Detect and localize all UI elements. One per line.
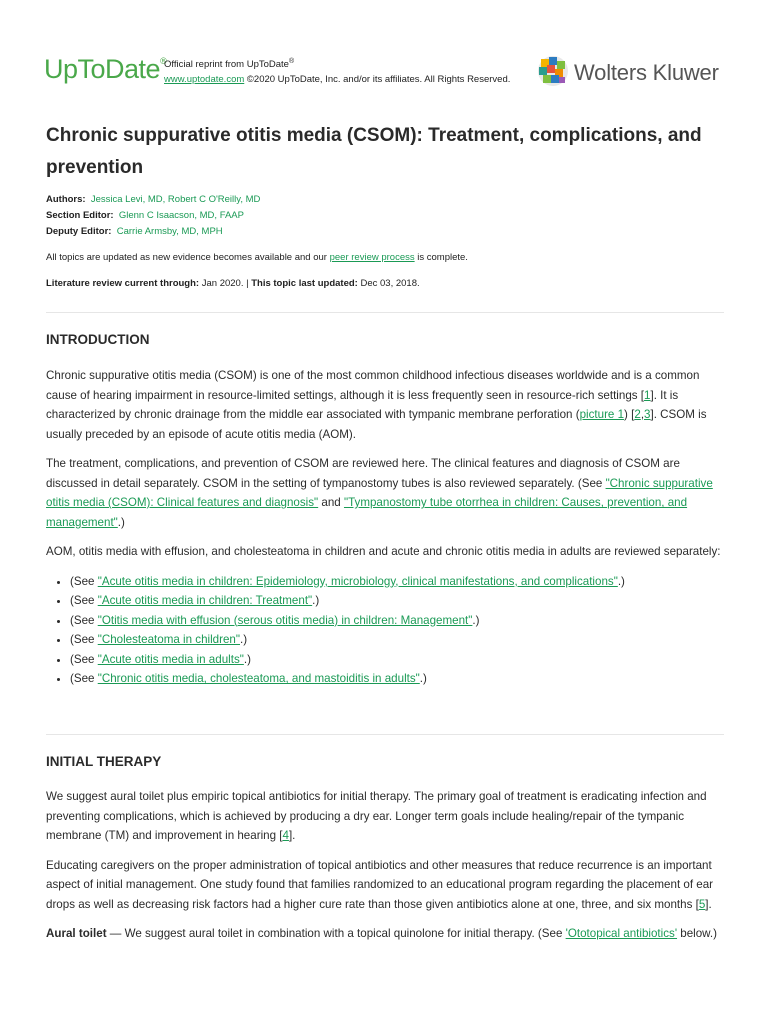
literature-review-row: Literature review current through: Jan 2020. | This topic last updated: Dec 03, 2018. — [46, 278, 420, 289]
divider — [46, 734, 724, 735]
deputy-editor-row: Deputy Editor: Carrie Armsby, MD, MPH — [46, 226, 223, 237]
reprint-line2: www.uptodate.com ©2020 UpToDate, Inc. and/or its affiliates. All Rights Reserved. — [164, 74, 511, 86]
topic-link[interactable]: "Acute otitis media in children: Epidemiology, microbiology, clinical manifestations, and complications" — [97, 574, 618, 588]
logo-text: UpToDate — [44, 54, 161, 84]
intro-paragraph-1: Chronic suppurative otitis media (CSOM) is one of the most common childhood infectious diseases worldwide and is a common cause of hearing impairment in resource-limited settings, although it is less frequently seen in resource-rich settings [1]. It is characterized by chronic drainage from the middle ear associated with tympanic membrane perforation (picture 1) [2,3]. CSOM is usually preceded by an episode of acute otitis media (AOM). — [46, 369, 707, 441]
list-item: • (See "Chronic otitis media, cholesteatoma, and mastoiditis in adults".) — [70, 669, 728, 689]
reference-link[interactable]: 3 — [644, 408, 651, 421]
section-editor-link[interactable]: Glenn C Isaacson, MD, FAAP — [118, 210, 244, 221]
authors-row: Authors: Jessica Levi, MD, Robert C O'Reilly, MD — [46, 194, 261, 205]
therapy-paragraph-2: Educating caregivers on the proper administration of topical antibiotics and other measures that reduce recurrence is an important aspect of initial management. One study found that families randomized to an educational program regarding the placement of ear drops as well as decreasing risk factors had a higher cure rate than those given antibiotics alone at one, three, and six months [5]. — [46, 858, 714, 911]
wolters-kluwer-globe-icon — [536, 54, 570, 88]
logo-registered-mark: ® — [160, 56, 167, 66]
topic-link[interactable]: "Chronic suppurative otitis media (CSOM): Clinical features and diagnosis" — [46, 476, 713, 509]
peer-review-link[interactable]: peer review process — [329, 252, 415, 263]
topic-link[interactable]: "Cholesteatoma in children" — [97, 633, 240, 646]
initial-therapy-body — [46, 787, 728, 954]
intro-paragraph-2: The treatment, complications, and prevention of CSOM are reviewed here. The clinical features and diagnosis of CSOM are discussed in detail separately. CSOM in the setting of tympanostomy tubes is also reviewed separately. (See "Chronic suppurative otitis media (CSOM): Clinical features and diagnosis" and "Tympanostomy tube otorrhea in children: Causes, prevention, and management".) — [46, 457, 713, 529]
reference-link[interactable]: 5 — [698, 897, 706, 911]
picture-link[interactable]: picture 1 — [579, 408, 625, 421]
intro-paragraph-3: AOM, otitis media with effusion, and cholesteatoma in children and acute and chronic otitis media in adults are reviewed separately: — [46, 545, 721, 558]
section-heading-initial-therapy: INITIAL THERAPY — [46, 754, 162, 769]
list-item: • (See "Otitis media with effusion (serous otitis media) in children: Management".) — [70, 611, 728, 631]
list-item: • (See "Acute otitis media in children: Treatment".) — [70, 591, 728, 611]
section-heading-introduction: INTRODUCTION — [46, 332, 150, 347]
article-title: Chronic suppurative otitis media (CSOM): Treatment, complications, and prevention — [46, 125, 702, 178]
reprint-notice — [164, 54, 510, 87]
uptodate-website-link[interactable]: www.uptodate.com — [164, 74, 245, 86]
section-link[interactable]: 'Ototopical antibiotics' — [565, 927, 678, 940]
topic-link[interactable]: "Acute otitis media in children: Treatment" — [97, 594, 313, 607]
therapy-paragraph-1: We suggest aural toilet plus empiric topical antibiotics for initial therapy. The primary goal of treatment is eradicating infection and preventing complications, which is achieved by producing a dry ear. Longer term goals include healing/repair of the tympanic membrane (TM) and improvement in hearing [4]. — [46, 790, 707, 842]
reprint-line1: Official reprint from UpToDate® — [164, 58, 295, 71]
introduction-body — [46, 366, 728, 689]
authors-link[interactable]: Jessica Levi, MD, Robert C O'Reilly, MD — [90, 194, 261, 205]
reference-link[interactable]: 1 — [644, 388, 651, 402]
therapy-paragraph-3: Aural toilet — We suggest aural toilet in combination with a topical quinolone for initial therapy. (See 'Ototopical antibiotics' below.) — [46, 927, 717, 940]
wolters-kluwer-logo — [538, 52, 728, 92]
deputy-editor-link[interactable]: Carrie Armsby, MD, MPH — [116, 226, 223, 237]
publisher-name: Wolters Kluwer — [574, 60, 719, 85]
topic-link[interactable]: "Acute otitis media in adults" — [97, 652, 244, 666]
topic-link[interactable]: "Otitis media with effusion (serous otitis media) in children: Management" — [97, 613, 473, 627]
aural-toilet-subheading: Aural toilet — [46, 927, 107, 940]
header — [44, 50, 728, 94]
update-note: All topics are updated as new evidence becomes available and our peer review process is complete. — [46, 252, 468, 263]
article-meta — [46, 192, 726, 292]
topic-link[interactable]: "Chronic otitis media, cholesteatoma, and mastoiditis in adults" — [97, 672, 420, 685]
list-item: • (See "Acute otitis media in adults".) — [70, 650, 728, 670]
reference-link[interactable]: 2 — [634, 408, 641, 421]
divider — [46, 312, 724, 313]
uptodate-logo[interactable] — [44, 54, 166, 85]
list-item: • (See "Cholesteatoma in children".) — [70, 630, 728, 650]
reference-link[interactable]: 4 — [282, 829, 289, 842]
topic-link[interactable]: "Tympanostomy tube otorrhea in children: Causes, prevention, and management" — [46, 496, 688, 529]
list-item: • (See "Acute otitis media in children: Epidemiology, microbiology, clinical manifestations, and complications".) — [70, 572, 728, 592]
see-also-list — [46, 572, 728, 689]
section-editor-row: Section Editor: Glenn C Isaacson, MD, FAAP — [46, 210, 244, 221]
